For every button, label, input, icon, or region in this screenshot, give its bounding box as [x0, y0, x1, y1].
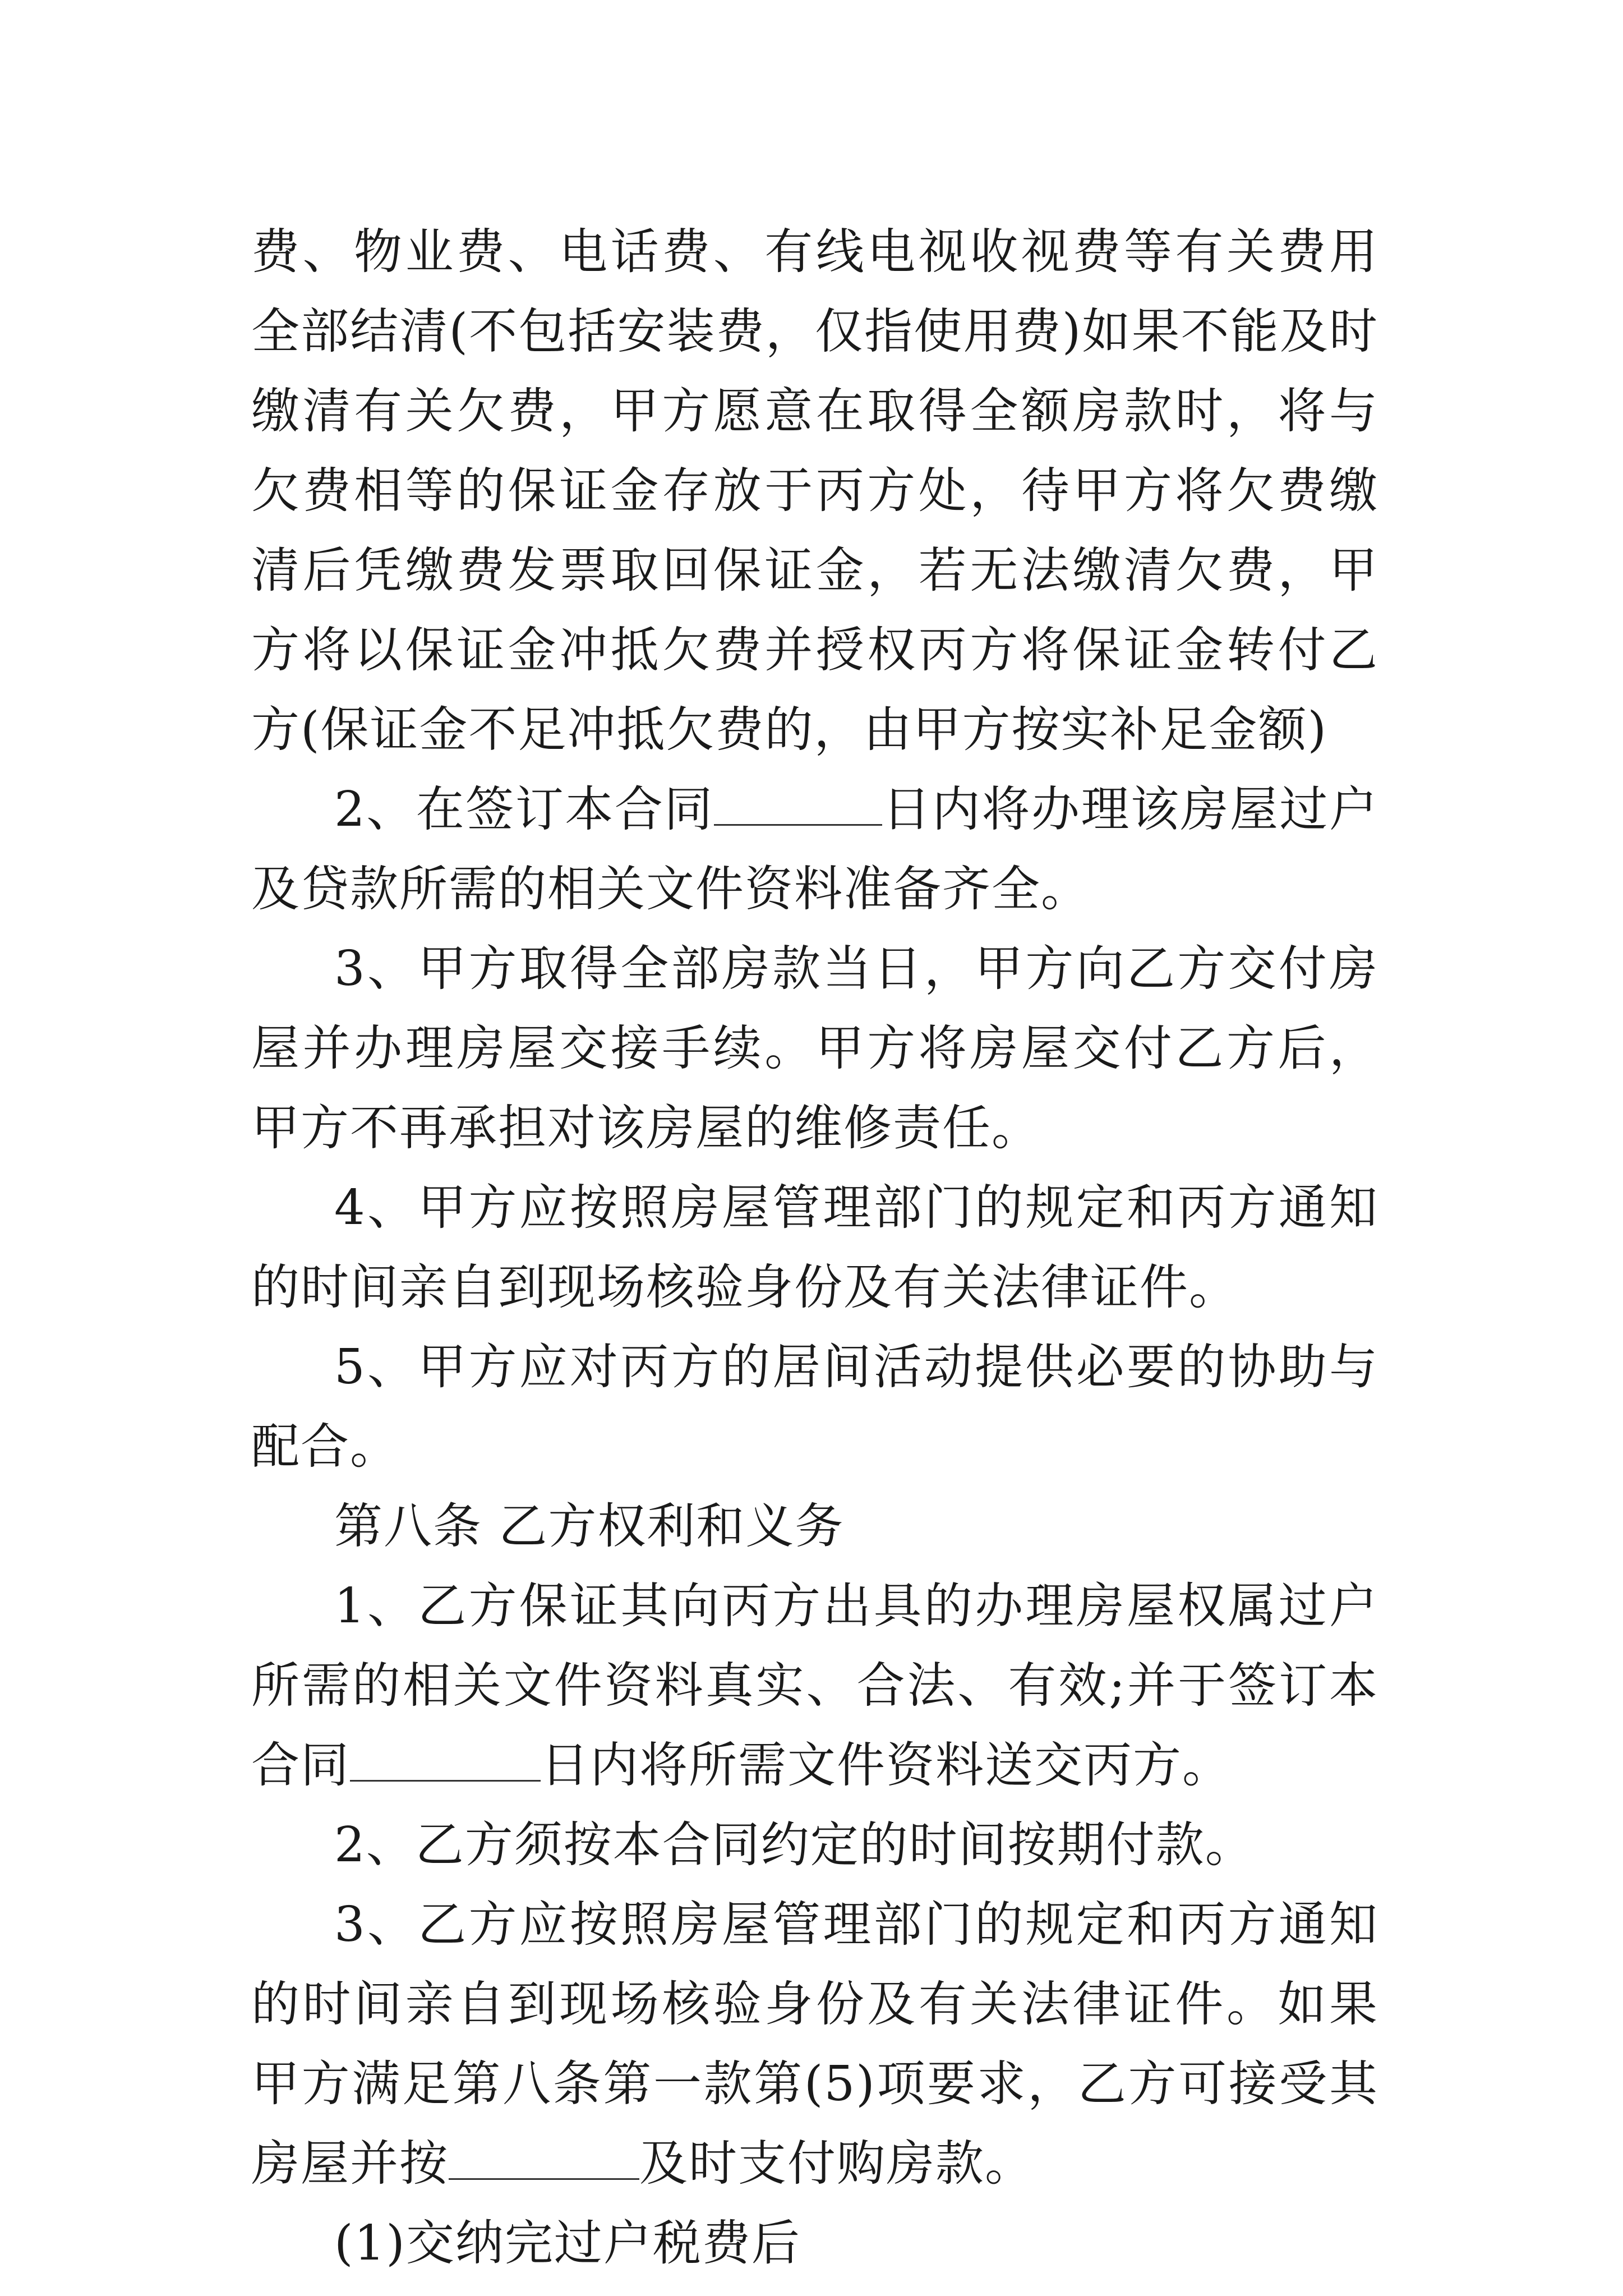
- paragraph-text: 3、甲方取得全部房款当日，甲方向乙方交付房屋并办理房屋交接手续。甲方将房屋交付乙方后，甲方不再承担对该房屋的维修责任。: [251, 941, 1378, 1156]
- paragraph-text: 日内将所需文件资料送交丙方。: [541, 1737, 1232, 1793]
- paragraph-text: 1、乙方保证其向丙方出具的办理房屋权属过户所需的相关文件资料真实、合法、有效;并于签订本合同: [251, 1578, 1378, 1793]
- paragraph-text: 4、甲方应按照房屋管理部门的规定和丙方通知的时间亲自到现场核验身份及有关法律证件。: [251, 1180, 1378, 1315]
- paragraph-party-a-4: [251, 1168, 1378, 1327]
- paragraph-party-a-5: [251, 1327, 1378, 1487]
- fill-in-blank[interactable]: [714, 785, 882, 826]
- paragraph-party-b-1: [251, 1566, 1378, 1805]
- paragraph-party-a-3: [251, 929, 1378, 1168]
- paragraph-party-b-2: [251, 1805, 1378, 1885]
- paragraph-text: 日内将办理该房屋过户及贷款所需的相关文件资料准备齐全。: [251, 781, 1378, 917]
- paragraph-text: 3、乙方应按照房屋管理部门的规定和丙方通知的时间亲自到现场核验身份及有关法律证件。如果甲方满足第八条第一款第(5)项要求，乙方可接受其房屋并按: [251, 1897, 1378, 2192]
- paragraph-text: (1)交纳完过户税费后: [334, 2215, 801, 2271]
- paragraph-continued: [251, 212, 1378, 770]
- paragraph-party-a-2: [251, 770, 1378, 929]
- paragraph-text: 2、在签订本合同: [334, 781, 714, 838]
- fill-in-blank[interactable]: [350, 1741, 541, 1782]
- paragraph-text: 费、物业费、电话费、有线电视收视费等有关费用全部结清(不包括安装费，仅指使用费)如果不能及时缴清有关欠费，甲方愿意在取得全额房款时，将与欠费相等的保证金存放于丙方处，待甲方将欠费缴清后凭缴费发票取回保证金，若无法缴清欠费，甲方将以保证金冲抵欠费并授权丙方将保证金转付乙方(保证金不足冲抵欠费的，由甲方按实补足金额): [251, 224, 1378, 758]
- paragraph-text: 及时支付购房款。: [639, 2136, 1034, 2192]
- paragraph-party-b-3-item-1: [251, 2203, 1378, 2283]
- fill-in-blank[interactable]: [449, 2139, 639, 2180]
- paragraph-text: 5、甲方应对丙方的居间活动提供必要的协助与配合。: [251, 1339, 1378, 1475]
- article-heading: [251, 1487, 1378, 1566]
- paragraph-text: 2、乙方须按本合同约定的时间按期付款。: [334, 1817, 1255, 1873]
- heading-text: 第八条 乙方权利和义务: [334, 1498, 845, 1554]
- document-body: [251, 212, 1378, 2283]
- paragraph-party-b-3: [251, 1885, 1378, 2203]
